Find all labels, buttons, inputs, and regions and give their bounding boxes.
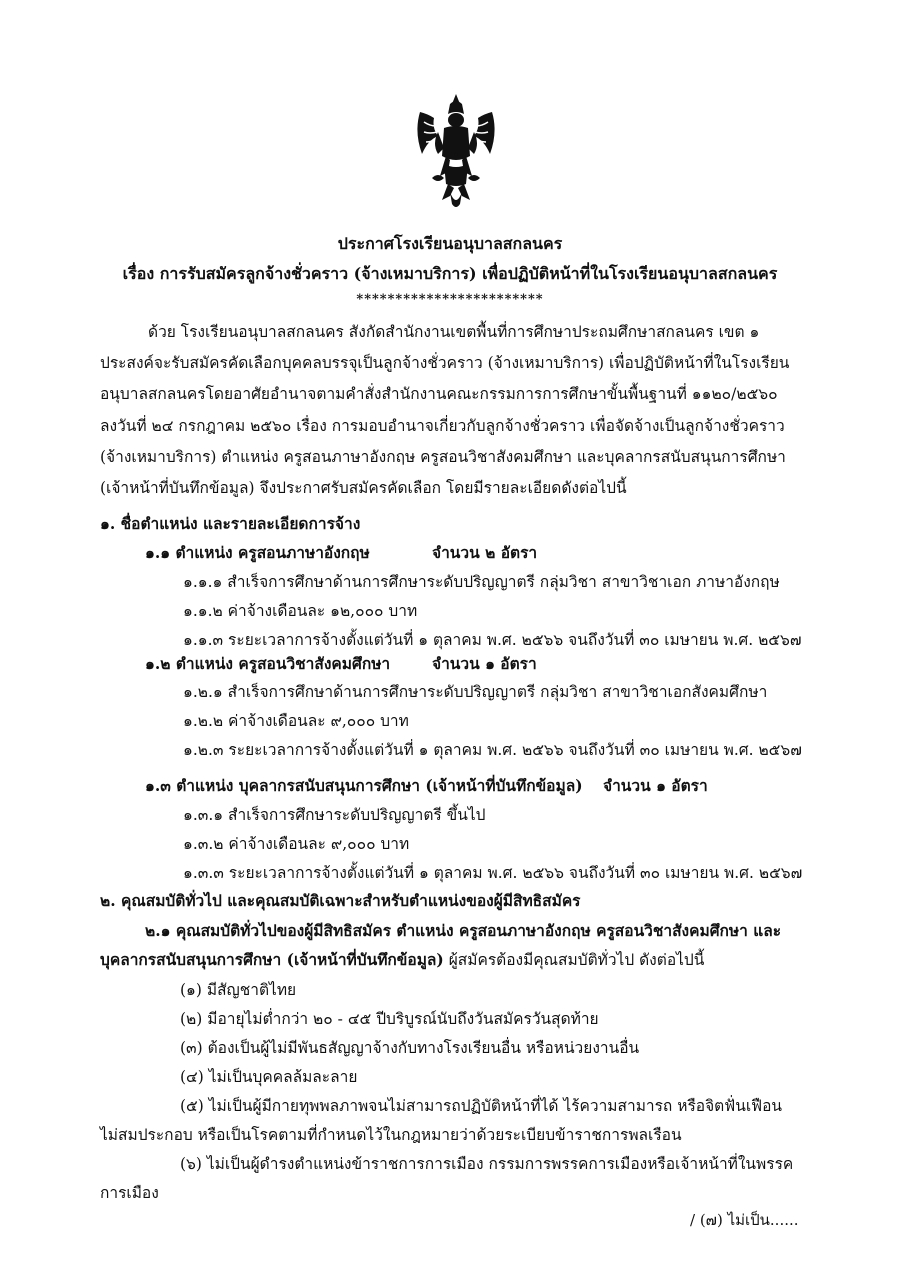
- position-title: ๑.๑ ตำแหน่ง ครูสอนภาษาอังกฤษ: [145, 543, 370, 562]
- qualification-item: (๖) ไม่เป็นผู้ดำรงตำแหน่งข้าราชการการเมือง กรรมการพรรคการเมืองหรือเจ้าหน้าที่ในพรรค: [180, 1155, 794, 1173]
- position-title: ๑.๒ ตำแหน่ง ครูสอนวิชาสังคมศึกษา: [145, 654, 391, 673]
- position-detail: ๑.๓.๑ สำเร็จการศึกษาระดับปริญญาตรี ขึ้นไป: [183, 806, 486, 824]
- position-detail: ๑.๒.๒ ค่าจ้างเดือนละ ๙,๐๐๐ บาท: [183, 712, 409, 730]
- announcement-title: ประกาศโรงเรียนอนุบาลสกลนคร: [337, 234, 563, 253]
- intro-line: ประสงค์จะรับสมัครคัดเลือกบุคคลบรรจุเป็นลูกจ้างชั่วคราว (จ้างเหมาบริการ) เพื่อปฏิบัติหน้าที่ในโรงเรียน: [100, 354, 790, 372]
- position-count: จำนวน ๒ อัตรา: [432, 543, 538, 562]
- position-detail: ๑.๑.๓ ระยะเวลาการจ้างตั้งแต่วันที่ ๑ ตุลาคม พ.ศ. ๒๕๖๖ จนถึงวันที่ ๓๐ เมษายน พ.ศ. ๒๕๖๗: [183, 631, 802, 649]
- position-detail: ๑.๑.๑ สำเร็จการศึกษาด้านการศึกษาระดับปริญญาตรี กลุ่มวิชา สาขาวิชาเอก ภาษาอังกฤษ: [183, 573, 780, 591]
- sub-heading: ๒.๑ คุณสมบัติทั่วไปของผู้มีสิทธิสมัคร ตำแหน่ง ครูสอนภาษาอังกฤษ ครูสอนวิชาสังคมศึกษา และ: [145, 921, 782, 940]
- announcement-subject: เรื่อง การรับสมัครลูกจ้างชั่วคราว (จ้างเหมาบริการ) เพื่อปฏิบัติหน้าที่ในโรงเรียนอนุบาลสกลนคร: [122, 264, 778, 283]
- intro-line: อนุบาลสกลนครโดยอาศัยอำนาจตามคำสั่งสำนักงานคณะกรรมการการศึกษาขั้นพื้นฐานที่ ๑๑๒๐/๒๕๖๐: [100, 385, 778, 403]
- position-detail: ๑.๒.๓ ระยะเวลาการจ้างตั้งแต่วันที่ ๑ ตุลาคม พ.ศ. ๒๕๖๖ จนถึงวันที่ ๓๐ เมษายน พ.ศ. ๒๕๖๗: [183, 741, 802, 759]
- qualification-item: (๒) มีอายุไม่ต่ำกว่า ๒๐ - ๔๕ ปีบริบูรณ์นับถึงวันสมัครวันสุดท้าย: [180, 1010, 599, 1028]
- position-detail: ๑.๓.๓ ระยะเวลาการจ้างตั้งแต่วันที่ ๑ ตุลาคม พ.ศ. ๒๕๖๖ จนถึงวันที่ ๓๐ เมษายน พ.ศ. ๒๕๖๗: [183, 864, 803, 882]
- position-detail: ๑.๓.๒ ค่าจ้างเดือนละ ๙,๐๐๐ บาท: [183, 835, 410, 853]
- section-heading: ๑. ชื่อตำแหน่ง และรายละเอียดการจ้าง: [100, 514, 361, 533]
- intro-line: (เจ้าหน้าที่บันทึกข้อมูล) จึงประกาศรับสมัครคัดเลือก โดยมีรายละเอียดดังต่อไปนี้: [100, 479, 627, 497]
- separator: ************************: [356, 292, 544, 307]
- sub-heading-line2: [100, 950, 704, 970]
- qualification-item: (๔) ไม่เป็นบุคคลล้มละลาย: [180, 1068, 358, 1086]
- position-count: จำนวน ๑ อัตรา: [603, 776, 708, 795]
- qualification-item: (๑) มีสัญชาติไทย: [180, 981, 297, 999]
- sub-heading-rest: ผู้สมัครต้องมีคุณสมบัติทั่วไป ดังต่อไปนี้: [443, 951, 705, 969]
- section-heading: ๒. คุณสมบัติทั่วไป และคุณสมบัติเฉพาะสำหรับตำแหน่งของผู้มีสิทธิสมัคร: [100, 891, 581, 910]
- intro-line: ลงวันที่ ๒๔ กรกฎาคม ๒๕๖๐ เรื่อง การมอบอำนาจเกี่ยวกับลูกจ้างชั่วคราว เพื่อจัดจ้างเป็นลูกจ้างชั่วคราว: [100, 417, 785, 435]
- position-title: ๑.๓ ตำแหน่ง บุคลากรสนับสนุนการศึกษา (เจ้าหน้าที่บันทึกข้อมูล): [145, 776, 583, 795]
- position-detail: ๑.๑.๒ ค่าจ้างเดือนละ ๑๒,๐๐๐ บาท: [183, 602, 418, 620]
- qualification-item: ไม่สมประกอบ หรือเป็นโรคตามที่กำหนดไว้ในกฎหมายว่าด้วยระเบียบข้าราชการพลเรือน: [100, 1126, 682, 1144]
- position-count: จำนวน ๑ อัตรา: [432, 654, 537, 673]
- sub-heading-bold-part: บุคลากรสนับสนุนการศึกษา (เจ้าหน้าที่บันทึกข้อมูล): [100, 950, 444, 969]
- qualification-item: (๓) ต้องเป็นผู้ไม่มีพันธสัญญาจ้างกับทางโรงเรียนอื่น หรือหน่วยงานอื่น: [180, 1039, 640, 1057]
- garuda-emblem-icon: [410, 92, 502, 212]
- position-detail: ๑.๒.๑ สำเร็จการศึกษาด้านการศึกษาระดับปริญญาตรี กลุ่มวิชา สาขาวิชาเอกสังคมศึกษา: [183, 683, 768, 701]
- qualification-item: การเมือง: [100, 1184, 159, 1202]
- qualification-item: (๕) ไม่เป็นผู้มีกายทุพพลภาพจนไม่สามารถปฏิบัติหน้าที่ได้ ไร้ความสามารถ หรือจิตฟั่นเฟือน: [180, 1097, 782, 1115]
- intro-line: ด้วย โรงเรียนอนุบาลสกลนคร สังกัดสำนักงานเขตพื้นที่การศึกษาประถมศึกษาสกลนคร เขต ๑: [148, 323, 760, 341]
- intro-line: (จ้างเหมาบริการ) ตำแหน่ง ครูสอนภาษาอังกฤษ ครูสอนวิชาสังคมศึกษา และบุคลากรสนับสนุนการศึกษา: [100, 448, 786, 466]
- page-continuation: / (๗) ไม่เป็น......: [690, 1211, 799, 1229]
